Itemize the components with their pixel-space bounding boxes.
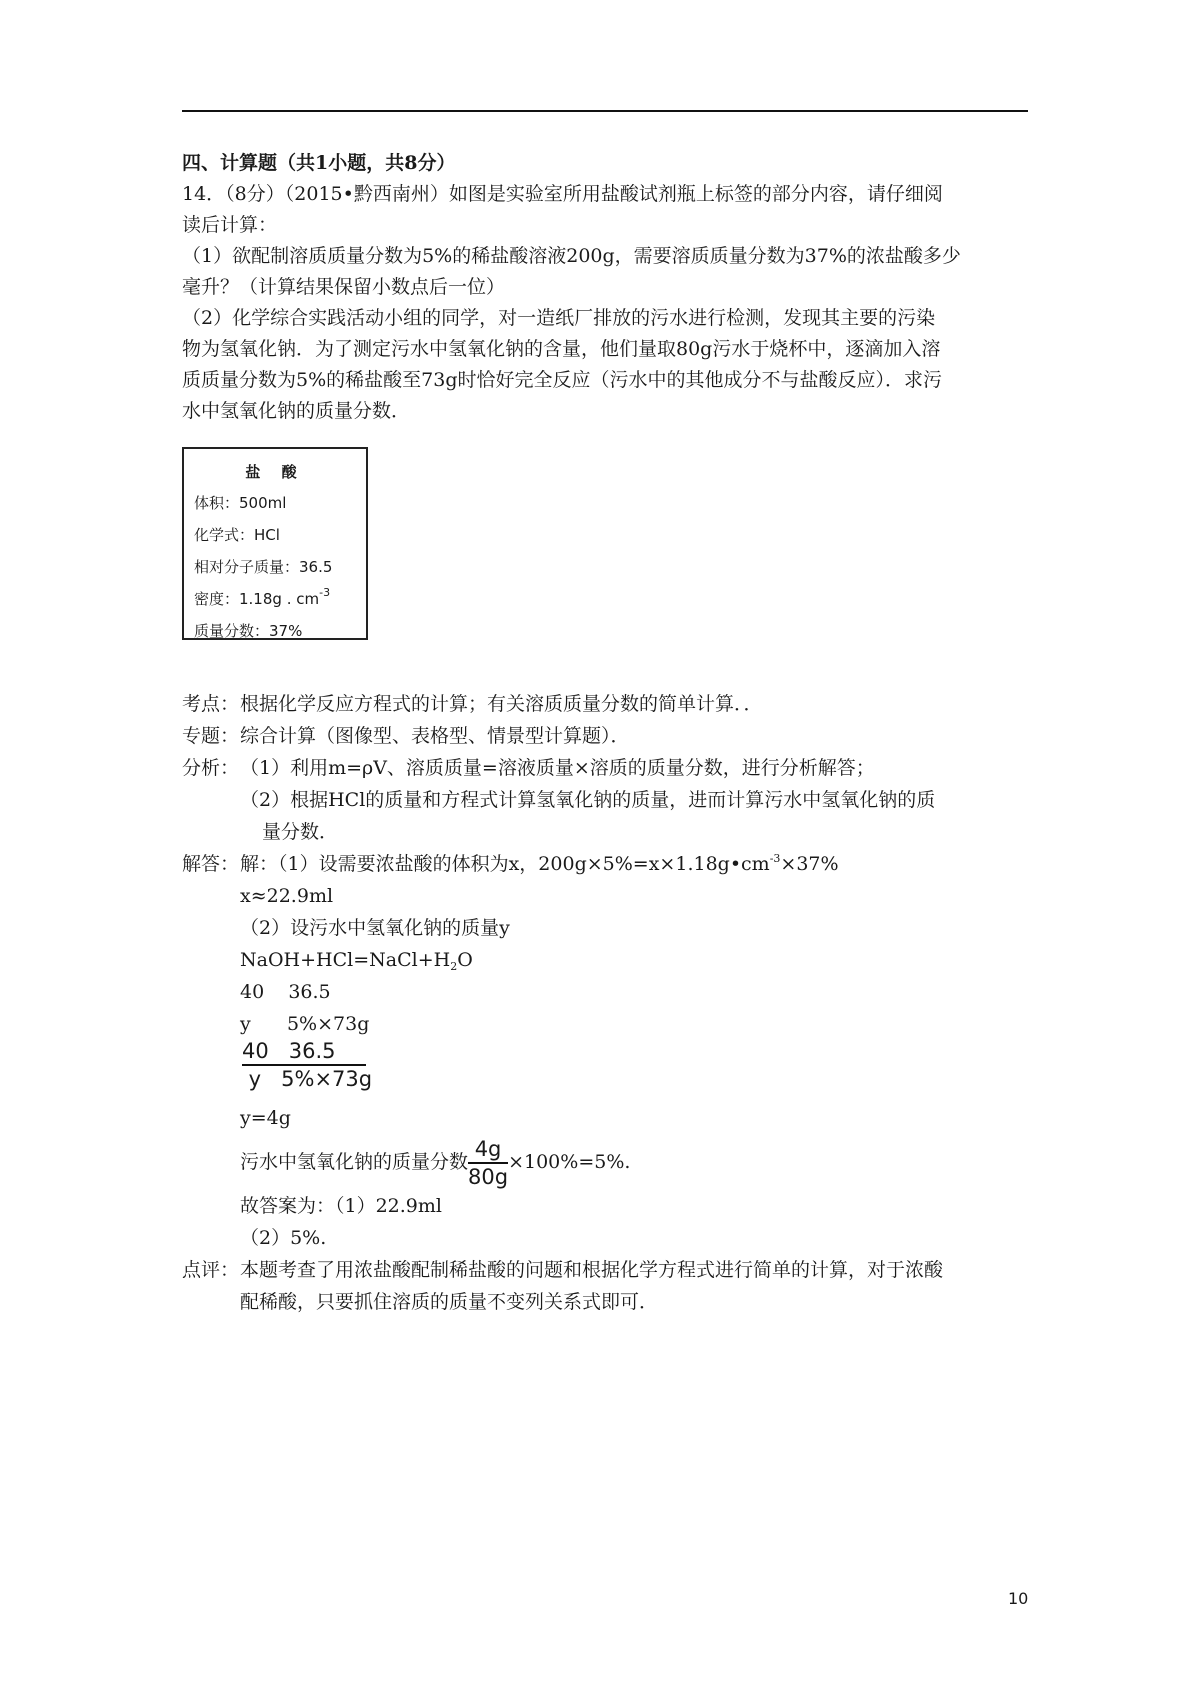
- proportion-bottom: y 5%×73g: [242, 1067, 373, 1091]
- zhuanti-text: 综合计算（图像型、表格型、情景型计算题）．: [240, 725, 630, 747]
- question-line: 水中氢氧化钠的质量分数．: [182, 400, 411, 422]
- question-line: （1）欲配制溶质质量分数为5%的稀盐酸溶液200g，需要溶质质量分数为37%的浓盐酸多少: [182, 245, 961, 267]
- zhuanti-row: [182, 720, 1032, 752]
- solution-block-lower: [182, 1102, 1032, 1318]
- proportion-fraction: [242, 1038, 372, 1092]
- jieda-row: [182, 880, 1032, 912]
- jieda-line: [240, 848, 839, 880]
- jieda-line: x≈22.9ml: [240, 885, 334, 907]
- ratio-row: [182, 976, 1032, 1008]
- question-line: 读后计算：: [182, 214, 278, 236]
- mass-fraction: [468, 1136, 508, 1190]
- question-line: 毫升？（计算结果保留小数点后一位）: [182, 276, 506, 298]
- page-number: 10: [1008, 1589, 1029, 1608]
- y-result-row: [182, 1102, 1032, 1134]
- solution-block: [182, 688, 1032, 1040]
- question-line: 14．（8分）（2015•黔西南州）如图是实验室所用盐酸试剂瓶上标签的部分内容，请仔细阅: [182, 183, 943, 205]
- dianping-line: 本题考查了用浓盐酸配制稀盐酸的问题和根据化学方程式进行简单的计算，对于浓酸: [240, 1259, 944, 1281]
- reagent-volume: 体积：500ml: [194, 494, 287, 512]
- jieda-row: [182, 848, 1032, 880]
- fraction-denominator: 80g: [468, 1165, 509, 1189]
- question-block: [182, 148, 1032, 427]
- kaodian-text: 根据化学反应方程式的计算；有关溶质质量分数的简单计算．．: [240, 693, 763, 715]
- fenxi-row: [182, 784, 1032, 816]
- chemical-equation: [240, 944, 473, 976]
- reagent-molar-mass: 相对分子质量：36.5: [194, 558, 333, 576]
- proportion-top: 40 36.5: [242, 1039, 336, 1063]
- jieda-row: [182, 912, 1032, 944]
- ratio-line: 40 36.5: [240, 981, 331, 1003]
- jieda-line-text: ×37%: [780, 853, 839, 875]
- mass-fraction-text: ×100%=5%.: [508, 1151, 631, 1173]
- ratio-row: [182, 1008, 1032, 1040]
- dianping-row: [182, 1286, 1032, 1318]
- answer-line: （2）5%.: [240, 1227, 327, 1249]
- section-heading: 四、计算题（共1小题，共8分）: [182, 152, 456, 174]
- equation-text: NaOH+HCl=NaCl+H: [240, 949, 451, 971]
- reagent-label: [182, 447, 368, 640]
- fraction-numerator: 4g: [468, 1136, 508, 1164]
- equation-text: O: [457, 949, 473, 971]
- answer-line: 故答案为：（1）22.9ml: [240, 1195, 442, 1217]
- y-result: y=4g: [240, 1107, 291, 1129]
- reagent-density: [194, 583, 356, 615]
- equation-subscript: 2: [450, 960, 458, 973]
- zhuanti-tag: 专题：: [182, 725, 240, 747]
- dianping-line: 配稀酸，只要抓住溶质的质量不变列关系式即可．: [240, 1291, 659, 1313]
- mass-fraction-line: [240, 1134, 630, 1190]
- answer-row: [182, 1190, 1032, 1222]
- jieda-tag: 解答：: [182, 853, 240, 875]
- reagent-density-text: 密度：1.18g . cm: [194, 590, 320, 608]
- mass-fraction-text: 污水中氢氧化钠的质量分数: [240, 1151, 469, 1173]
- reagent-label-title: 盐 酸: [245, 463, 305, 481]
- fenxi-line: （1）利用m=ρV、溶质质量=溶液质量×溶质的质量分数，进行分析解答；: [240, 757, 875, 779]
- reagent-density-exponent: -3: [319, 586, 331, 599]
- kaodian-row: [182, 688, 1032, 720]
- fenxi-row: [182, 816, 1032, 848]
- fenxi-row: [182, 752, 1032, 784]
- ratio-line: y 5%×73g: [240, 1013, 370, 1035]
- question-line: （2）化学综合实践活动小组的同学，对一造纸厂排放的污水进行检测，发现其主要的污染: [182, 307, 936, 329]
- mass-fraction-row: [182, 1134, 1032, 1190]
- top-rule: [182, 110, 1028, 112]
- fenxi-line: 量分数．: [262, 821, 339, 843]
- question-line: 质质量分数为5%的稀盐酸至73g时恰好完全反应（污水中的其他成分不与盐酸反应）．求污: [182, 369, 942, 391]
- equation-row: [182, 944, 1032, 976]
- dianping-row: [182, 1254, 1032, 1286]
- jieda-line-text: 解：（1）设需要浓盐酸的体积为x，200g×5%=x×1.18g•cm: [240, 853, 770, 875]
- reagent-mass-fraction: 质量分数：37%: [194, 622, 303, 640]
- answer-row: [182, 1222, 1032, 1254]
- jieda-line: （2）设污水中氢氧化钠的质量y: [240, 917, 510, 939]
- fenxi-tag: 分析：: [182, 757, 240, 779]
- jieda-exponent: -3: [769, 852, 781, 865]
- reagent-formula: 化学式：HCl: [194, 526, 280, 544]
- kaodian-tag: 考点：: [182, 693, 240, 715]
- question-line: 物为氢氧化钠．为了测定污水中氢氧化钠的含量，他们量取80g污水于烧杯中，逐滴加入溶: [182, 338, 941, 360]
- dianping-tag: 点评：: [182, 1259, 240, 1281]
- fenxi-line: （2）根据HCl的质量和方程式计算氢氧化钠的质量，进而计算污水中氢氧化钠的质: [240, 789, 936, 811]
